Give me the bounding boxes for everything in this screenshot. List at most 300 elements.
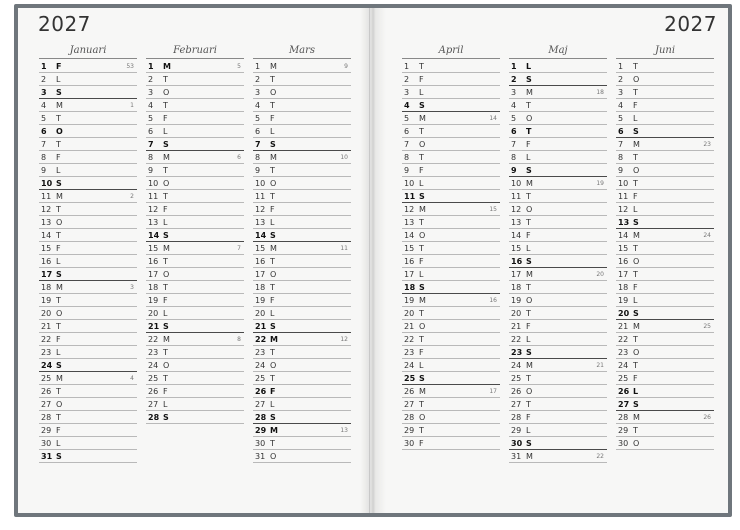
month-name: April bbox=[438, 45, 464, 56]
day-number: 5 bbox=[404, 114, 410, 123]
day-row[interactable] bbox=[253, 385, 351, 398]
day-number: 30 bbox=[404, 439, 415, 448]
day-row[interactable] bbox=[39, 294, 137, 307]
day-row[interactable] bbox=[509, 437, 607, 450]
weekday-letter: F bbox=[526, 413, 531, 422]
day-row[interactable] bbox=[509, 242, 607, 255]
day-row[interactable] bbox=[509, 86, 607, 99]
weekday-letter: M bbox=[526, 452, 533, 461]
day-row[interactable] bbox=[39, 112, 137, 125]
day-number: 18 bbox=[148, 283, 159, 292]
day-number: 12 bbox=[404, 205, 415, 214]
day-row[interactable] bbox=[509, 333, 607, 346]
day-row[interactable] bbox=[39, 86, 137, 99]
day-row[interactable] bbox=[253, 307, 351, 320]
day-row[interactable] bbox=[509, 177, 607, 190]
weekday-letter: L bbox=[419, 361, 424, 370]
day-number: 16 bbox=[255, 257, 266, 266]
day-row[interactable] bbox=[253, 60, 351, 73]
day-row[interactable] bbox=[402, 60, 500, 73]
weekday-letter: S bbox=[419, 192, 425, 201]
weekday-letter: L bbox=[526, 426, 531, 435]
day-row[interactable] bbox=[402, 411, 500, 424]
weekday-letter: T bbox=[526, 283, 531, 292]
weekday-letter: F bbox=[163, 114, 168, 123]
day-number: 7 bbox=[148, 140, 154, 149]
day-row[interactable] bbox=[146, 229, 244, 242]
day-row[interactable] bbox=[616, 112, 714, 125]
day-row[interactable] bbox=[39, 281, 137, 294]
day-row[interactable] bbox=[39, 73, 137, 86]
day-row[interactable] bbox=[39, 164, 137, 177]
day-row[interactable] bbox=[616, 164, 714, 177]
day-row[interactable] bbox=[616, 281, 714, 294]
day-row[interactable] bbox=[402, 190, 500, 203]
day-number: 6 bbox=[511, 127, 517, 136]
day-number: 30 bbox=[41, 439, 52, 448]
day-row[interactable] bbox=[146, 164, 244, 177]
day-row[interactable] bbox=[509, 99, 607, 112]
day-row[interactable] bbox=[509, 307, 607, 320]
day-row[interactable] bbox=[509, 359, 607, 372]
day-row[interactable] bbox=[616, 138, 714, 151]
day-row[interactable] bbox=[402, 216, 500, 229]
day-row[interactable] bbox=[616, 359, 714, 372]
day-row[interactable] bbox=[146, 372, 244, 385]
day-row[interactable] bbox=[39, 203, 137, 216]
day-row[interactable] bbox=[253, 151, 351, 164]
day-row[interactable] bbox=[509, 411, 607, 424]
weekday-letter: T bbox=[419, 153, 424, 162]
day-row[interactable] bbox=[509, 73, 607, 86]
day-row[interactable] bbox=[39, 255, 137, 268]
day-row[interactable] bbox=[402, 99, 500, 112]
weekday-letter: L bbox=[163, 309, 168, 318]
day-row[interactable] bbox=[253, 99, 351, 112]
weekday-letter: F bbox=[633, 283, 638, 292]
day-row[interactable] bbox=[146, 86, 244, 99]
weekday-letter: T bbox=[526, 218, 531, 227]
day-row[interactable] bbox=[616, 255, 714, 268]
day-row[interactable] bbox=[253, 372, 351, 385]
day-number: 25 bbox=[41, 374, 52, 383]
day-row[interactable] bbox=[616, 320, 714, 333]
day-row[interactable] bbox=[616, 411, 714, 424]
day-row[interactable] bbox=[616, 73, 714, 86]
day-number: 28 bbox=[618, 413, 629, 422]
day-number: 26 bbox=[255, 387, 267, 396]
day-row[interactable] bbox=[616, 424, 714, 437]
day-row[interactable] bbox=[509, 216, 607, 229]
day-number: 3 bbox=[618, 88, 624, 97]
day-number: 26 bbox=[511, 387, 522, 396]
weekday-letter: M bbox=[633, 140, 640, 149]
weekday-letter: L bbox=[163, 400, 168, 409]
weekday-letter: M bbox=[419, 205, 426, 214]
day-row[interactable] bbox=[509, 281, 607, 294]
day-row[interactable] bbox=[146, 411, 244, 424]
day-row[interactable] bbox=[402, 151, 500, 164]
day-number: 17 bbox=[618, 270, 629, 279]
day-row[interactable] bbox=[146, 99, 244, 112]
day-row[interactable] bbox=[253, 203, 351, 216]
day-row[interactable] bbox=[616, 125, 714, 138]
day-row[interactable] bbox=[509, 320, 607, 333]
day-row[interactable] bbox=[509, 203, 607, 216]
day-number: 15 bbox=[618, 244, 629, 253]
day-number: 5 bbox=[255, 114, 261, 123]
weekday-letter: S bbox=[526, 348, 532, 357]
day-row[interactable] bbox=[253, 177, 351, 190]
day-row[interactable] bbox=[402, 138, 500, 151]
weekday-letter: T bbox=[419, 426, 424, 435]
day-number: 19 bbox=[41, 296, 52, 305]
weekday-letter: T bbox=[163, 283, 168, 292]
day-row[interactable] bbox=[146, 73, 244, 86]
day-row[interactable] bbox=[616, 294, 714, 307]
day-number: 1 bbox=[41, 62, 47, 71]
month-name: Juni bbox=[654, 45, 676, 56]
day-number: 19 bbox=[148, 296, 159, 305]
weekday-letter: O bbox=[163, 179, 170, 188]
day-row[interactable] bbox=[146, 281, 244, 294]
day-row[interactable] bbox=[39, 411, 137, 424]
day-row[interactable] bbox=[253, 333, 351, 346]
day-row[interactable] bbox=[39, 60, 137, 73]
day-row[interactable] bbox=[402, 424, 500, 437]
day-number: 21 bbox=[511, 322, 522, 331]
day-row[interactable] bbox=[509, 346, 607, 359]
day-row[interactable] bbox=[253, 346, 351, 359]
day-row[interactable] bbox=[616, 437, 714, 450]
day-row[interactable] bbox=[39, 333, 137, 346]
day-number: 11 bbox=[404, 192, 416, 201]
day-row[interactable] bbox=[616, 203, 714, 216]
day-row[interactable] bbox=[39, 242, 137, 255]
day-row[interactable] bbox=[146, 112, 244, 125]
day-row[interactable] bbox=[146, 307, 244, 320]
month-header-rule bbox=[402, 58, 500, 59]
day-number: 15 bbox=[404, 244, 415, 253]
day-number: 4 bbox=[511, 101, 517, 110]
day-row[interactable] bbox=[146, 177, 244, 190]
day-row[interactable] bbox=[509, 450, 607, 463]
day-number: 11 bbox=[255, 192, 266, 201]
day-row[interactable] bbox=[39, 437, 137, 450]
day-row[interactable] bbox=[402, 164, 500, 177]
day-row[interactable] bbox=[253, 86, 351, 99]
day-row[interactable] bbox=[616, 346, 714, 359]
day-row[interactable] bbox=[616, 86, 714, 99]
day-number: 8 bbox=[511, 153, 517, 162]
day-row[interactable] bbox=[402, 242, 500, 255]
weekday-letter: O bbox=[270, 179, 277, 188]
day-number: 21 bbox=[148, 322, 160, 331]
day-row[interactable] bbox=[253, 268, 351, 281]
weekday-letter: T bbox=[270, 257, 275, 266]
day-row[interactable] bbox=[509, 151, 607, 164]
day-number: 9 bbox=[148, 166, 154, 175]
day-number: 1 bbox=[255, 62, 261, 71]
day-row[interactable] bbox=[616, 99, 714, 112]
day-row[interactable] bbox=[39, 359, 137, 372]
day-number: 10 bbox=[404, 179, 415, 188]
day-row[interactable] bbox=[402, 294, 500, 307]
weekday-letter: S bbox=[419, 374, 425, 383]
day-row[interactable] bbox=[402, 86, 500, 99]
day-number: 10 bbox=[255, 179, 266, 188]
day-row[interactable] bbox=[509, 372, 607, 385]
day-number: 23 bbox=[148, 348, 159, 357]
week-number: 10 bbox=[340, 154, 348, 161]
day-row[interactable] bbox=[146, 268, 244, 281]
day-number: 13 bbox=[148, 218, 159, 227]
weekday-letter: M bbox=[419, 387, 426, 396]
day-row[interactable] bbox=[402, 385, 500, 398]
weekday-letter: S bbox=[633, 127, 639, 136]
day-row[interactable] bbox=[146, 242, 244, 255]
day-row[interactable] bbox=[146, 359, 244, 372]
day-row[interactable] bbox=[146, 255, 244, 268]
day-row[interactable] bbox=[146, 190, 244, 203]
weekday-letter: T bbox=[526, 374, 531, 383]
day-row[interactable] bbox=[39, 138, 137, 151]
day-row[interactable] bbox=[253, 437, 351, 450]
day-number: 31 bbox=[41, 452, 53, 461]
day-row[interactable] bbox=[402, 359, 500, 372]
weekday-letter: L bbox=[163, 127, 168, 136]
weekday-letter: M bbox=[633, 231, 640, 240]
day-row[interactable] bbox=[402, 398, 500, 411]
weekday-letter: S bbox=[56, 179, 62, 188]
day-row[interactable] bbox=[253, 229, 351, 242]
day-number: 13 bbox=[404, 218, 415, 227]
day-row[interactable] bbox=[146, 125, 244, 138]
month-column-maj bbox=[509, 44, 607, 463]
weekday-letter: T bbox=[526, 101, 531, 110]
weekday-letter: M bbox=[526, 88, 533, 97]
day-row[interactable] bbox=[253, 190, 351, 203]
day-row[interactable] bbox=[616, 177, 714, 190]
day-row[interactable] bbox=[253, 242, 351, 255]
day-row[interactable] bbox=[402, 125, 500, 138]
day-row[interactable] bbox=[39, 229, 137, 242]
day-number: 9 bbox=[255, 166, 261, 175]
week-number: 8 bbox=[237, 336, 241, 343]
day-number: 27 bbox=[511, 400, 522, 409]
day-row[interactable] bbox=[616, 60, 714, 73]
day-row[interactable] bbox=[39, 190, 137, 203]
day-row[interactable] bbox=[616, 151, 714, 164]
weekday-letter: O bbox=[526, 387, 533, 396]
day-number: 2 bbox=[255, 75, 261, 84]
day-row[interactable] bbox=[39, 177, 137, 190]
day-row[interactable] bbox=[616, 190, 714, 203]
day-row[interactable] bbox=[253, 398, 351, 411]
day-row[interactable] bbox=[509, 112, 607, 125]
weekday-letter: F bbox=[270, 114, 275, 123]
day-row[interactable] bbox=[253, 164, 351, 177]
weekday-letter: T bbox=[270, 439, 275, 448]
day-row[interactable] bbox=[616, 216, 714, 229]
day-row[interactable] bbox=[146, 333, 244, 346]
weekday-letter: T bbox=[163, 166, 168, 175]
day-number: 24 bbox=[618, 361, 629, 370]
weekday-letter: M bbox=[270, 335, 278, 344]
day-row[interactable] bbox=[146, 398, 244, 411]
day-row[interactable] bbox=[39, 372, 137, 385]
weekday-letter: L bbox=[56, 166, 61, 175]
day-row[interactable] bbox=[402, 333, 500, 346]
day-number: 17 bbox=[511, 270, 522, 279]
day-row[interactable] bbox=[402, 229, 500, 242]
weekday-letter: O bbox=[633, 348, 640, 357]
day-row[interactable] bbox=[39, 346, 137, 359]
day-number: 22 bbox=[618, 335, 629, 344]
day-row[interactable] bbox=[616, 398, 714, 411]
day-row[interactable] bbox=[253, 294, 351, 307]
weekday-letter: F bbox=[419, 348, 424, 357]
day-row[interactable] bbox=[402, 320, 500, 333]
weekday-letter: S bbox=[419, 101, 425, 110]
day-row[interactable] bbox=[402, 203, 500, 216]
day-row[interactable] bbox=[146, 385, 244, 398]
day-row[interactable] bbox=[509, 60, 607, 73]
weekday-letter: T bbox=[163, 348, 168, 357]
day-row[interactable] bbox=[509, 424, 607, 437]
day-row[interactable] bbox=[509, 125, 607, 138]
day-number: 7 bbox=[404, 140, 410, 149]
day-row[interactable] bbox=[253, 320, 351, 333]
weekday-letter: F bbox=[270, 205, 275, 214]
weekday-letter: T bbox=[633, 270, 638, 279]
day-row[interactable] bbox=[616, 385, 714, 398]
day-row[interactable] bbox=[253, 281, 351, 294]
day-row[interactable] bbox=[253, 138, 351, 151]
weekday-letter: L bbox=[270, 309, 275, 318]
day-number: 26 bbox=[404, 387, 415, 396]
day-row[interactable] bbox=[509, 164, 607, 177]
day-row[interactable] bbox=[402, 177, 500, 190]
day-row[interactable] bbox=[402, 255, 500, 268]
weekday-letter: M bbox=[163, 244, 170, 253]
day-row[interactable] bbox=[616, 268, 714, 281]
day-row[interactable] bbox=[39, 268, 137, 281]
day-row[interactable] bbox=[402, 73, 500, 86]
day-row[interactable] bbox=[509, 190, 607, 203]
day-row[interactable] bbox=[253, 73, 351, 86]
day-row[interactable] bbox=[253, 359, 351, 372]
weekday-letter: T bbox=[633, 88, 638, 97]
weekday-letter: L bbox=[270, 400, 275, 409]
day-row[interactable] bbox=[616, 242, 714, 255]
day-row[interactable] bbox=[39, 450, 137, 463]
day-row[interactable] bbox=[39, 307, 137, 320]
weekday-letter: T bbox=[163, 374, 168, 383]
day-row[interactable] bbox=[402, 307, 500, 320]
day-row[interactable] bbox=[509, 268, 607, 281]
day-row[interactable] bbox=[39, 424, 137, 437]
day-row[interactable] bbox=[509, 385, 607, 398]
day-number: 14 bbox=[255, 231, 267, 240]
day-row[interactable] bbox=[402, 346, 500, 359]
day-number: 6 bbox=[404, 127, 410, 136]
weekday-letter: T bbox=[526, 309, 531, 318]
day-row[interactable] bbox=[253, 125, 351, 138]
week-number: 24 bbox=[703, 232, 711, 239]
day-row[interactable] bbox=[39, 320, 137, 333]
weekday-letter: T bbox=[163, 257, 168, 266]
day-row[interactable] bbox=[146, 60, 244, 73]
day-number: 22 bbox=[148, 335, 159, 344]
day-number: 8 bbox=[404, 153, 410, 162]
day-row[interactable] bbox=[146, 320, 244, 333]
day-row[interactable] bbox=[39, 151, 137, 164]
day-number: 20 bbox=[41, 309, 52, 318]
day-row[interactable] bbox=[402, 281, 500, 294]
day-row[interactable] bbox=[509, 294, 607, 307]
day-row[interactable] bbox=[39, 216, 137, 229]
day-row[interactable] bbox=[253, 112, 351, 125]
day-number: 1 bbox=[511, 62, 517, 71]
day-row[interactable] bbox=[146, 294, 244, 307]
week-number: 1 bbox=[130, 102, 134, 109]
weekday-letter: S bbox=[633, 309, 639, 318]
day-number: 17 bbox=[404, 270, 415, 279]
weekday-letter: M bbox=[163, 153, 170, 162]
day-row[interactable] bbox=[146, 346, 244, 359]
day-row[interactable] bbox=[146, 203, 244, 216]
day-row[interactable] bbox=[146, 151, 244, 164]
day-row[interactable] bbox=[253, 255, 351, 268]
day-number: 17 bbox=[255, 270, 266, 279]
day-row[interactable] bbox=[402, 112, 500, 125]
day-row[interactable] bbox=[616, 372, 714, 385]
day-row[interactable] bbox=[616, 229, 714, 242]
day-row[interactable] bbox=[402, 372, 500, 385]
day-row[interactable] bbox=[253, 216, 351, 229]
day-row[interactable] bbox=[39, 99, 137, 112]
day-row[interactable] bbox=[146, 138, 244, 151]
day-row[interactable] bbox=[509, 229, 607, 242]
day-number: 23 bbox=[255, 348, 266, 357]
day-row[interactable] bbox=[253, 411, 351, 424]
day-row[interactable] bbox=[616, 307, 714, 320]
week-number: 14 bbox=[489, 115, 497, 122]
day-number: 16 bbox=[404, 257, 415, 266]
day-row[interactable] bbox=[509, 398, 607, 411]
weekday-letter: F bbox=[56, 153, 61, 162]
day-number: 27 bbox=[41, 400, 52, 409]
day-row[interactable] bbox=[509, 255, 607, 268]
day-row[interactable] bbox=[253, 424, 351, 437]
month-header-rule bbox=[146, 58, 244, 59]
day-row[interactable] bbox=[39, 385, 137, 398]
day-row[interactable] bbox=[402, 437, 500, 450]
day-number: 26 bbox=[618, 387, 630, 396]
day-row[interactable] bbox=[402, 268, 500, 281]
day-row[interactable] bbox=[39, 125, 137, 138]
weekday-letter: O bbox=[526, 296, 533, 305]
weekday-letter: F bbox=[270, 296, 275, 305]
day-row[interactable] bbox=[146, 216, 244, 229]
day-row[interactable] bbox=[39, 398, 137, 411]
day-row[interactable] bbox=[509, 138, 607, 151]
day-number: 14 bbox=[148, 231, 160, 240]
day-row[interactable] bbox=[253, 450, 351, 463]
weekday-letter: T bbox=[270, 374, 275, 383]
day-row[interactable] bbox=[616, 333, 714, 346]
